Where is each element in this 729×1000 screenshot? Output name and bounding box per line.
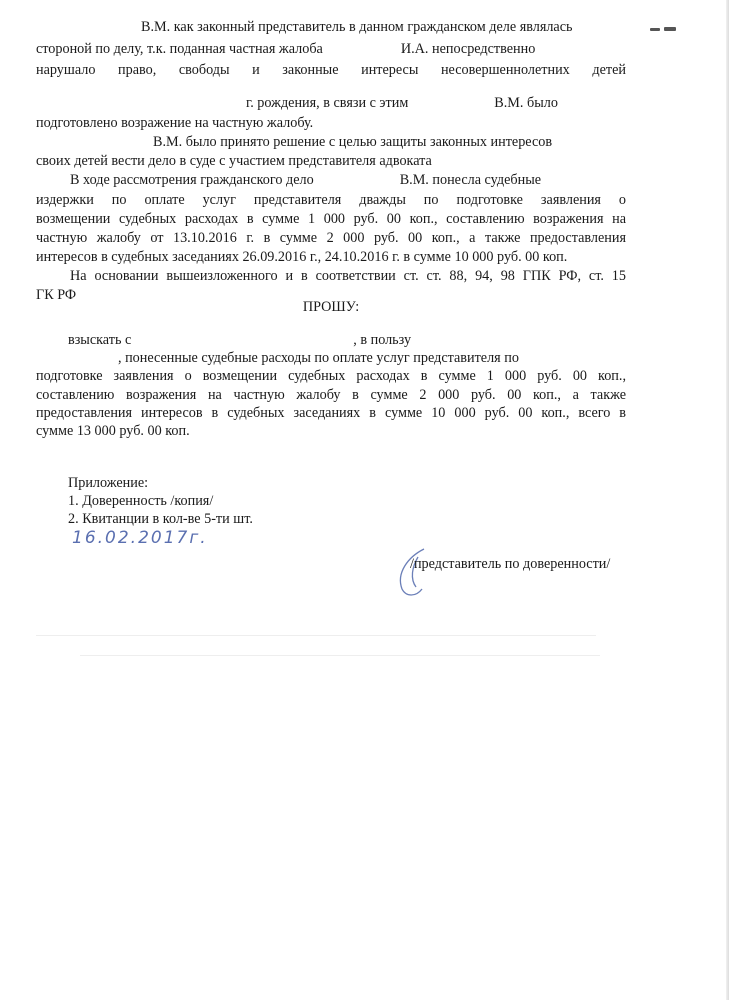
request-line-5: предоставления интересов в судебных заседаниях в сумме 10 000 руб. 00 коп., всего в <box>36 405 626 421</box>
p1-line-3: нарушало право, свободы и законные интересы несовершеннолетних детей <box>36 62 626 78</box>
request-line-2: , понесенные судебные расходы по оплате услуг представителя по <box>118 350 519 366</box>
handwritten-signature <box>390 545 630 605</box>
p1-line-1: В.М. как законный представитель в данном гражданском деле являлась <box>141 19 573 35</box>
request-heading: ПРОШУ: <box>302 299 360 315</box>
p1-line-4: г. рождения, в связи с этим В.М. было <box>246 95 558 111</box>
request-line-1: взыскать с , в пользу <box>68 332 412 348</box>
p2-line-1: В.М. было принято решение с целью защиты законных интересов <box>153 134 553 150</box>
attachment-item-1: 1. Доверенность /копия/ <box>68 493 214 509</box>
p3-line-2: издержки по оплате услуг представителя дважды по подготовке заявления о <box>36 192 626 208</box>
p1-line-2: стороной по делу, т.к. поданная частная жалоба И.А. непосредственно <box>36 41 536 57</box>
scan-artifact-line <box>36 635 596 636</box>
signature-block <box>390 545 630 605</box>
scan-mark <box>664 27 676 31</box>
p3-line-1: В ходе рассмотрения гражданского дело В.М. понесла судебные <box>70 172 542 188</box>
p2-line-2: своих детей вести дело в суде с участием представителя адвоката <box>36 153 432 169</box>
p3-line-3: возмещении судебных расходах в сумме 1 000 руб. 00 коп., составлению возражения на <box>36 211 626 227</box>
request-line-4: составлению возражения на частную жалобу в сумме 2 000 руб. 00 коп., а также <box>36 387 626 403</box>
scan-mark <box>650 28 660 31</box>
handwritten-date: 16.02.2017г. <box>72 528 208 548</box>
p3-line-5: интересов в судебных заседаниях 26.09.2016 г., 24.10.2016 г. в сумме 10 000 руб. 00 коп. <box>36 249 568 265</box>
p4-line-1: На основании вышеизложенного и в соответствии ст. ст. 88, 94, 98 ГПК РФ, ст. 15 <box>70 268 626 284</box>
scan-artifact-line <box>80 655 600 656</box>
request-line-6: сумме 13 000 руб. 00 коп. <box>36 423 190 439</box>
p1-line-5: подготовлено возражение на частную жалобу. <box>36 115 314 131</box>
p3-line-4: частную жалобу от 13.10.2016 г. в сумме 2 000 руб. 00 коп., а также предоставления <box>36 230 626 246</box>
p4-line-2: ГК РФ <box>36 287 77 303</box>
request-line-3: подготовке заявления о возмещении судебных расходах в сумме 1 000 руб. 00 коп., <box>36 368 626 384</box>
signature-caption: /представитель по доверенности/ <box>410 556 611 572</box>
attachment-item-2: 2. Квитанции в кол-ве 5-ти шт. <box>68 511 253 527</box>
attachments-heading: Приложение: <box>68 475 149 491</box>
